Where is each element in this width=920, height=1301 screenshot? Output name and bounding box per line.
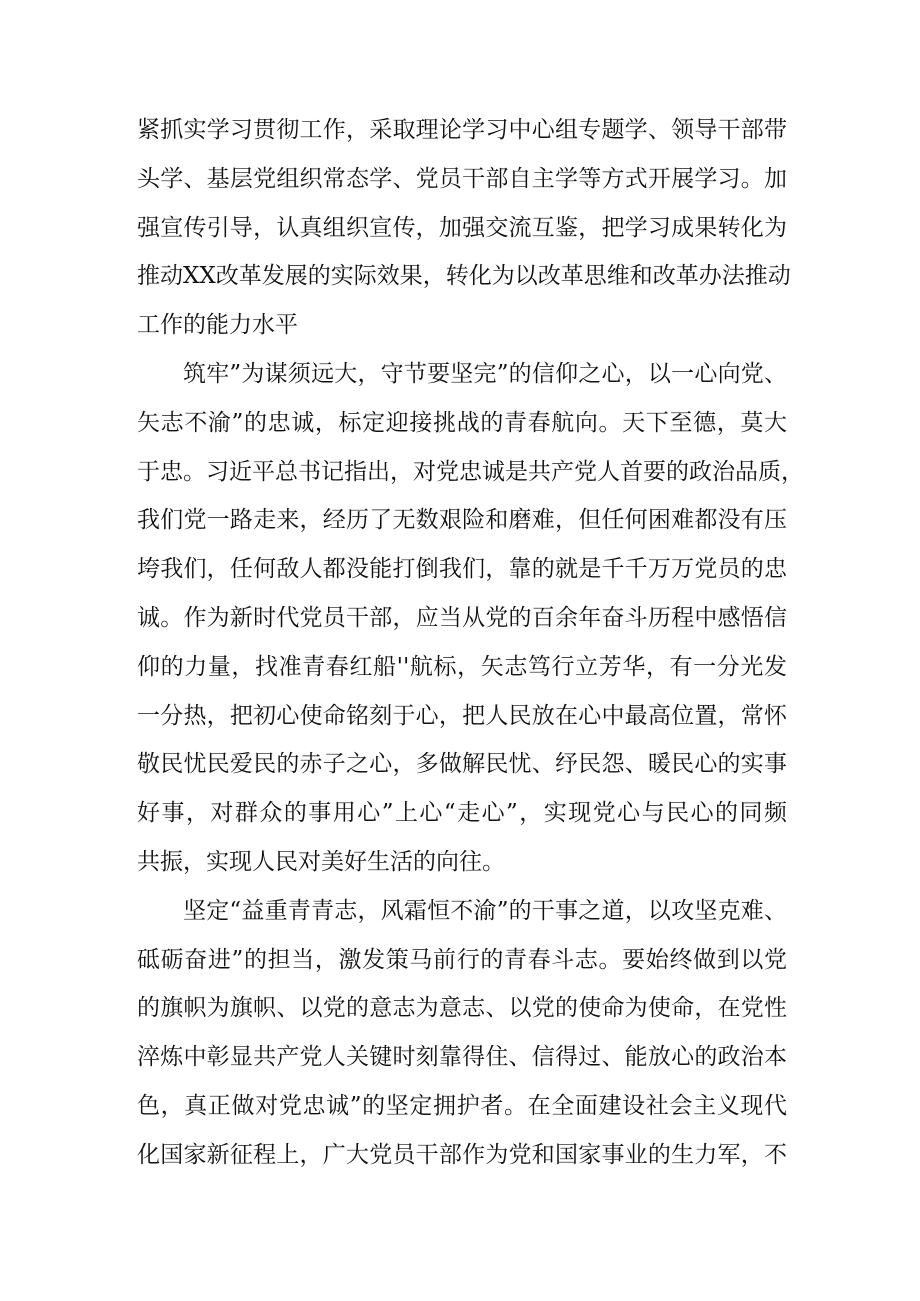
text-line: 头学、基层党组织常态学、党员干部自主学等方式开展学习。加 bbox=[137, 165, 787, 192]
text-line: 的旗帜为旗帜、以党的意志为意志、以党的使命为使命，在党性 bbox=[137, 995, 787, 1022]
text-line: 砥砺奋进”的担当，激发策马前行的青春斗志。要始终做到以党 bbox=[137, 946, 787, 973]
text-line: 仰的力量，找准青春红船''航标，矢志笃行立芳华，有一分光发 bbox=[137, 653, 787, 680]
text-line: 共振，实现人民对美好生活的向往。 bbox=[137, 848, 505, 875]
text-line: 好事，对群众的事用心”上心“走心”，实现党心与民心的同频 bbox=[137, 800, 787, 827]
text-line: 诚。作为新时代党员干部，应当从党的百余年奋斗历程中感悟信 bbox=[137, 604, 787, 631]
text-line: 淬炼中彰显共产党人关键时刻靠得住、信得过、能放心的政治本 bbox=[137, 1044, 787, 1071]
text-line: 我们党一路走来，经历了无数艰险和磨难，但任何困难都没有压 bbox=[137, 507, 787, 534]
text-line: 推动XX改革发展的实际效果，转化为以改革思维和改革办法推动 bbox=[137, 263, 791, 290]
text-line: 敬民忧民爱民的赤子之心，多做解民忧、纾民怨、暖民心的实事 bbox=[137, 751, 787, 778]
text-line: 强宣传引导，认真组织宣传，加强交流互鉴，把学习成果转化为 bbox=[137, 214, 787, 241]
text-line: 坚定“益重青青志，风霜恒不渝”的干事之道，以攻坚克难、 bbox=[183, 897, 787, 924]
text-line: 矢志不渝”的忠诚，标定迎接挑战的青春航向。天下至德，莫大 bbox=[137, 409, 787, 436]
paragraph-1 bbox=[137, 106, 791, 350]
text-line: 化国家新征程上，广大党员干部作为党和国家事业的生力军，不 bbox=[137, 1141, 787, 1168]
text-line: 一分热，把初心使命铭刻于心，把人民放在心中最高位置，常怀 bbox=[137, 702, 787, 729]
text-line: 紧抓实学习贯彻工作，采取理论学习中心组专题学、领导干部带 bbox=[137, 117, 787, 143]
text-line: 垮我们，任何敌人都没能打倒我们，靠的就是千千万万党员的忠 bbox=[137, 556, 787, 583]
paragraph-2 bbox=[137, 350, 804, 887]
text-line: 色，真正做对党忠诚”的坚定拥护者。在全面建设社会主义现代 bbox=[137, 1092, 787, 1119]
document-body bbox=[137, 106, 804, 1180]
text-line: 工作的能力水平 bbox=[137, 312, 298, 339]
text-line: 筑牢”为谋须远大，守节要坚完”的信仰之心，以一心向党、 bbox=[183, 360, 787, 387]
paragraph-3 bbox=[137, 887, 787, 1180]
text-line: 于忠。习近平总书记指出，对党忠诚是共产党人首要的政治品质， bbox=[137, 458, 804, 485]
